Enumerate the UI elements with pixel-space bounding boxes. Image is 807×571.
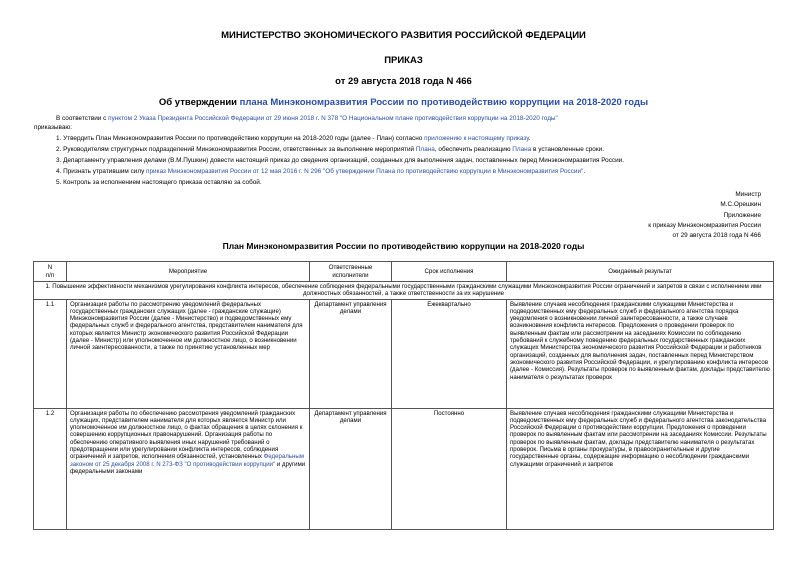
repealed-order-link[interactable]: приказ Минэкономразвития России от 12 мая 2016 г. N 296 "Об утверждении Плана по противодействию коррупции в Минэкономразвития России": [146, 168, 584, 175]
col-term-header: Срок исполнения: [392, 262, 507, 282]
item-5: 5. Контроль за исполнением настоящего приказа оставляю за собой.: [56, 179, 262, 186]
table-header-row: [34, 262, 774, 282]
item-4-text: 4. Признать утратившим силу: [56, 168, 147, 175]
appendix-link[interactable]: приложению к настоящему приказу: [424, 135, 529, 142]
preamble-prefix: В соответствии с: [56, 115, 109, 122]
section-row: [34, 282, 774, 300]
doc-title-link[interactable]: плана Минэкономразвития России по противодействию коррупции на 2018-2020 годы: [239, 97, 649, 108]
row-2-event: [67, 408, 310, 529]
col-event-header: Мероприятие: [67, 262, 310, 282]
row-1-resp: Департамент управления делами: [310, 299, 392, 408]
preamble-line: [56, 115, 558, 123]
item-1-text: 1. Утвердить План Минэкономразвития России по противодействию коррупции на 2018-2020 годы (далее - План) согласно: [56, 135, 425, 142]
plan-title: План Минэкономразвития России по противодействию коррупции на 2018-2020 годы: [222, 241, 585, 251]
item-4-end: .: [583, 168, 586, 175]
ministry-heading: МИНИСТЕРСТВО ЭКОНОМИЧЕСКОГО РАЗВИТИЯ РОССИЙСКОЙ ФЕДЕРАЦИИ: [221, 30, 586, 41]
row-1-result: Выявление случаев несоблюдения гражданскими служащими Министерства и подведомственных ему федеральных служб и федерального агентства порядка уведомления о возникновении личной заинтересованности, а также случаев возникновения конфликта интересов. Предложения о проведении проверок по выявленным фактам или рассмотрении на заседаниях Комиссии по соблюдению требований к служебному поведению федеральных государственных гражданских служащих Министерства экономического развития Российской Федерации и работников организаций, созданных для выполнения задач, поставленных перед Министерством экономического развития Российской Федерации, и урегулированию конфликта интересов (далее - Комиссия). Результаты проверок по выявленным фактам, доклады представителю нанимателя о результатах проверок: [507, 299, 774, 408]
table-row: [34, 299, 774, 408]
decree-link[interactable]: пунктом 2 Указа Президента Российской Федерации от 29 июня 2018 г. N 378 "О Национальном плане противодействия коррупции на 2018-2020 годы": [108, 115, 558, 122]
item-3: 3. Департаменту управления делами (В.М.Пушкин) довести настоящий приказ до сведения организаций, созданных для выполнения задач, поставленных перед Минэкономразвития России.: [56, 157, 625, 164]
item-2: [56, 146, 604, 154]
order-word: приказываю:: [34, 124, 72, 131]
row-2-result: Выявление случаев несоблюдения гражданскими служащими Министерства и подведомственных ему федеральных служб и федерального агентства законодательства Российской Федерации о противодействии коррупции. Предложения о проведении проверок по выявленным фактам или рассмотрении на заседаниях Комиссии. Результаты проверок по выявленным фактам, доклады представителю нанимателя о результатах проверок. Письма в органы прокуратуры, в правоохранительные и другие государственные органы, содержащие информацию о несоблюдении гражданскими служащими ограничений и запретов: [507, 408, 774, 529]
table-row: [34, 408, 774, 529]
appendix-to: к приказу Минэкономразвития России: [648, 222, 761, 229]
col-num-header-2: п/п: [45, 271, 55, 279]
col-result-header: Ожидаемый результат: [507, 262, 774, 282]
signature-role: Министр: [735, 191, 761, 198]
section-1-title: 1. Повышение эффективности механизмов урегулирования конфликта интересов, обеспечение соблюдения федеральными государственными гражданскими служащими Минэкономразвития России ограничений и запретов в связи с исполнением ими должностных обязанностей, а также ответственности за их нарушение: [34, 282, 774, 300]
plan-table: [33, 261, 774, 530]
row-2-event-b: и другими федеральными законами: [70, 460, 306, 475]
doc-type-heading: ПРИКАЗ: [384, 55, 423, 66]
plan-link-1[interactable]: Плана: [415, 146, 435, 153]
row-2-event-a: Организация работы по обеспечению рассмотрения уведомлений гражданских служащих, представителем нанимателя для которых является Министр или уполномоченное им должностное лицо, о фактах обращения в целях склонения к совершению коррупционных правонарушений. Организация работы по обеспечению оперативного выявления иных нарушений требований о предотвращении или урегулировании конфликта интересов, соблюдения ограничений и запретов, исполнения обязанностей, установленных: [70, 409, 303, 461]
row-2-resp: Департамент управления делами: [310, 408, 392, 529]
item-1: [56, 135, 531, 143]
item-2-mid: , обеспечить реализацию: [434, 146, 513, 153]
row-2-term: Постоянно: [392, 408, 507, 529]
row-1-term: Ежеквартально: [392, 299, 507, 408]
federal-law-link[interactable]: Федеральным законом от 25 декабря 2008 г. N 273-ФЗ "О противодействии коррупции": [70, 453, 304, 468]
doc-date-number: от 29 августа 2018 года N 466: [335, 76, 472, 87]
row-1-num: 1.1: [34, 299, 67, 408]
appendix-label: Приложение: [723, 212, 761, 219]
doc-title-prefix: Об утверждении: [158, 97, 240, 108]
signature-name: М.С.Орешкин: [720, 201, 761, 208]
row-1-event: Организация работы по рассмотрению уведомлений федеральных государственных гражданских служащих (далее - гражданские служащие) Минэкономразвития России (далее - Министерство) и подведомственных ему федеральных служб и федерального агентства, представителем нанимателя для которых является Министр экономического развития Российской Федерации (далее - Министр) или уполномоченное им должностное лицо, о возникновении личной заинтересованности, а также по принятию установленных мер: [67, 299, 310, 408]
doc-title: [0, 97, 807, 108]
item-2-end: в установленные сроки.: [531, 146, 604, 153]
col-resp-header: Ответственные исполнители: [310, 262, 392, 282]
item-2-text: 2. Руководителям структурных подразделений Минэкономразвития России, ответственных за выполнение мероприятий: [56, 146, 416, 153]
col-num-header: [34, 262, 67, 282]
row-2-num: 1.2: [34, 408, 67, 529]
item-4: [56, 168, 585, 176]
appendix-date: от 29 августа 2018 года N 466: [672, 232, 761, 239]
item-1-end: .: [528, 135, 531, 142]
col-num-header-1: N: [47, 264, 53, 272]
plan-link-2[interactable]: Плана: [512, 146, 532, 153]
